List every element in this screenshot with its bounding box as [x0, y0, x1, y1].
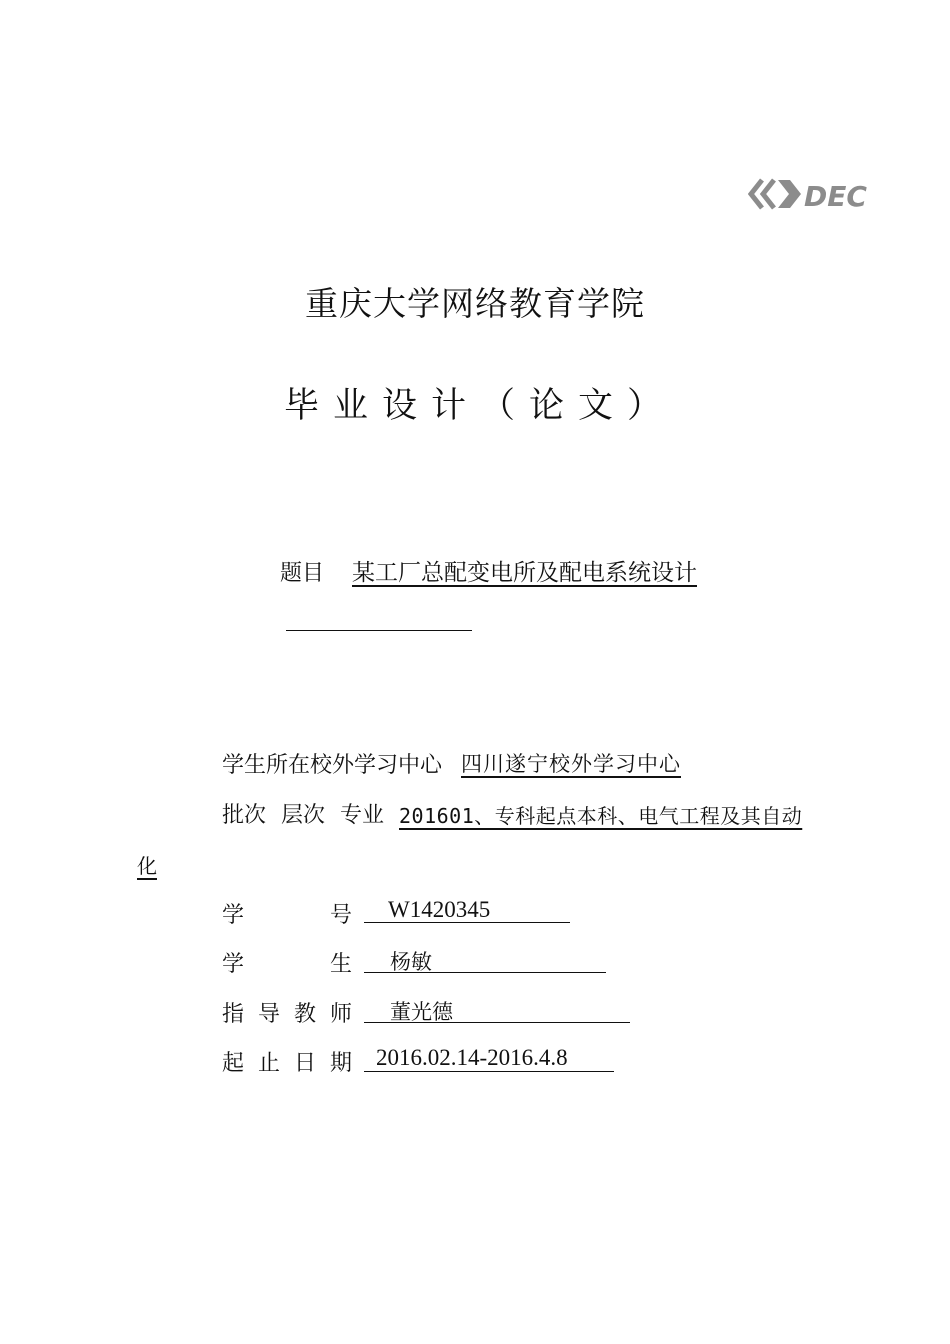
advisor-label — [222, 997, 352, 1028]
study-center-label: 学生所在校外学习中心 — [222, 753, 443, 778]
label-char: 学 — [222, 952, 245, 977]
dec-logo — [748, 176, 888, 212]
label-char: 起 — [222, 1051, 245, 1076]
institution-name: 重庆大学网络教育学院 — [305, 284, 645, 323]
study-center-value: 四川遂宁校外学习中心 — [461, 752, 681, 776]
label-char: 号 — [329, 903, 352, 928]
document-title: 毕业设计（论文） — [283, 386, 676, 426]
logo-text: DEC — [804, 180, 867, 212]
student-id-label — [222, 898, 352, 929]
label-char: 师 — [329, 1002, 352, 1027]
batch-level-major-value-continued: 化 — [137, 854, 157, 878]
date-range-label — [222, 1046, 352, 1077]
student-name-value: 杨敏 — [364, 946, 606, 973]
label-char: 导 — [257, 1002, 280, 1027]
topic-label: 题目 — [280, 561, 325, 586]
label-char: 指 — [222, 1002, 245, 1027]
advisor-value: 董光德 — [364, 996, 630, 1023]
label-char: 学 — [222, 903, 245, 928]
label-char: 期 — [329, 1051, 352, 1076]
date-range-value: 2016.02.14-2016.4.8 — [364, 1045, 614, 1072]
topic-continuation-line — [286, 630, 472, 631]
label-char: 止 — [257, 1051, 280, 1076]
batch-level-major-value: 201601、专科起点本科、电气工程及其自动 — [399, 804, 803, 828]
dec-chevron-logo-icon — [748, 176, 888, 212]
label-char: 日 — [293, 1051, 316, 1076]
student-name-label — [222, 947, 352, 978]
label-char: 生 — [329, 952, 352, 977]
topic-value: 某工厂总配变电所及配电系统设计 — [352, 560, 697, 586]
batch-level-major-label: 批次 层次 专业 — [222, 803, 384, 828]
label-char: 教 — [293, 1002, 316, 1027]
student-id-value: W1420345 — [364, 897, 570, 923]
